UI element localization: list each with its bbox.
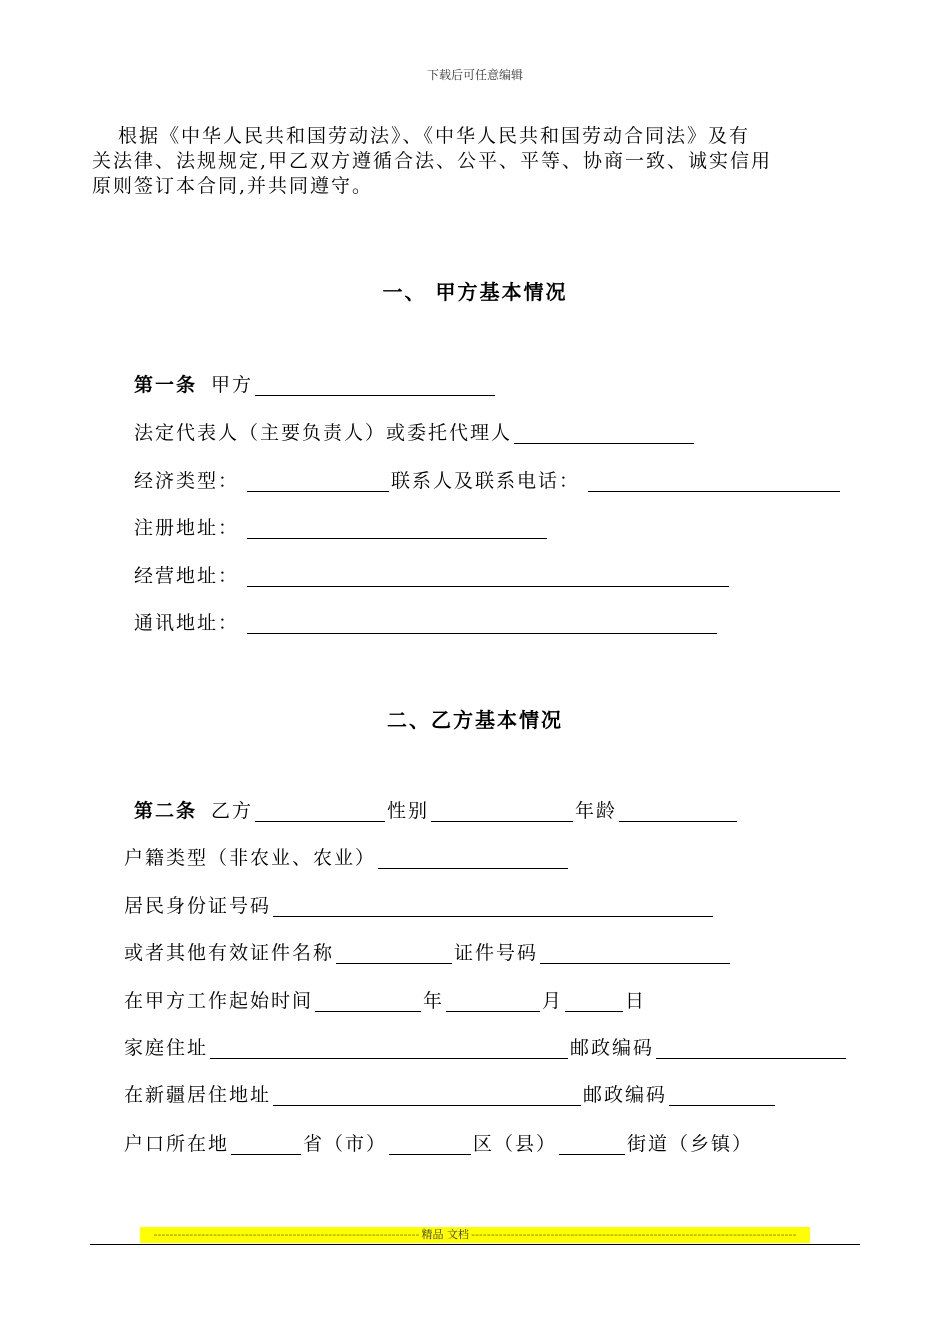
section-1-title: 一、 甲方基本情况 — [382, 280, 568, 304]
gender-label: 性别 — [387, 800, 430, 822]
age-field[interactable] — [619, 801, 737, 822]
page-header: 下载后可任意编辑 — [426, 68, 523, 82]
year-label: 年 — [423, 990, 445, 1012]
biz-addr-field[interactable] — [247, 566, 729, 587]
contact-field[interactable] — [588, 471, 840, 492]
other-id-label: 或者其他有效证件名称 — [124, 942, 335, 964]
id-number-field[interactable] — [273, 896, 713, 917]
mail-addr-label: 通讯地址： — [134, 612, 240, 634]
article-2-label: 第二条 — [134, 800, 198, 822]
row-biz-addr — [134, 563, 731, 589]
footer-rule — [90, 1244, 860, 1245]
start-year-field[interactable] — [315, 991, 421, 1012]
hukou-loc-label: 户口所在地 — [124, 1133, 230, 1155]
street-field[interactable] — [559, 1134, 625, 1155]
start-time-label: 在甲方工作起始时间 — [124, 990, 314, 1012]
id-number-label: 居民身份证号码 — [124, 895, 272, 917]
postcode2-field[interactable] — [669, 1085, 775, 1106]
section-2-title: 二、乙方基本情况 — [387, 708, 563, 732]
row-reg-addr — [134, 515, 549, 541]
reg-addr-field[interactable] — [247, 518, 547, 539]
legal-rep-field[interactable] — [514, 423, 694, 444]
legal-rep-label: 法定代表人（主要负责人）或委托代理人 — [134, 422, 513, 444]
biz-addr-label: 经营地址： — [134, 565, 240, 587]
start-day-field[interactable] — [565, 991, 623, 1012]
district-label: 区（县） — [473, 1133, 558, 1155]
district-field[interactable] — [389, 1134, 471, 1155]
postcode-field[interactable] — [656, 1038, 846, 1059]
party-b-label: 乙方 — [211, 800, 254, 822]
party-b-field[interactable] — [255, 801, 385, 822]
gender-field[interactable] — [431, 801, 573, 822]
row-party-b — [134, 798, 739, 824]
row-other-id — [124, 940, 732, 966]
home-addr-label: 家庭住址 — [124, 1037, 209, 1059]
econ-type-field[interactable] — [247, 471, 389, 492]
start-month-field[interactable] — [446, 991, 540, 1012]
other-id-field[interactable] — [336, 943, 452, 964]
intro-line-2: 关法律、法规规定,甲乙双方遵循合法、公平、平等、协商一致、诚实信用 — [92, 150, 773, 172]
row-mail-addr — [134, 610, 719, 636]
row-home-addr — [124, 1035, 848, 1061]
article-1-label: 第一条 — [134, 374, 198, 396]
row-party-a — [134, 372, 497, 398]
intro-line-3: 原则签订本合同,并共同遵守。 — [92, 175, 374, 197]
intro-line-1: 根据《中华人民共和国劳动法》、《中华人民共和国劳动合同法》及有 — [118, 125, 751, 147]
footer-banner — [140, 1227, 810, 1243]
party-a-label: 甲方 — [211, 374, 254, 396]
contact-label: 联系人及联系电话： — [391, 470, 581, 492]
footer-dashes-left: ------------------------------------------------------------------- — [153, 1228, 420, 1241]
row-xj-addr — [124, 1082, 777, 1108]
footer-dashes-right: ---------------------------------------------------------------------------------- — [470, 1228, 797, 1241]
reg-addr-label: 注册地址： — [134, 517, 240, 539]
province-label: 省（市） — [303, 1133, 388, 1155]
postcode-label: 邮政编码 — [570, 1037, 655, 1059]
xj-addr-label: 在新疆居住地址 — [124, 1084, 272, 1106]
xj-addr-field[interactable] — [273, 1085, 581, 1106]
mail-addr-field[interactable] — [247, 613, 717, 634]
home-addr-field[interactable] — [210, 1038, 568, 1059]
hukou-type-label: 户籍类型（非农业、农业） — [124, 847, 377, 869]
row-legal-rep — [134, 420, 696, 446]
row-start-time — [124, 988, 646, 1014]
econ-type-label: 经济类型： — [134, 470, 240, 492]
cert-no-label: 证件号码 — [454, 942, 539, 964]
row-econ-type — [134, 468, 842, 494]
province-field[interactable] — [231, 1134, 301, 1155]
month-label: 月 — [542, 990, 564, 1012]
cert-no-field[interactable] — [540, 943, 730, 964]
day-label: 日 — [625, 990, 647, 1012]
street-label: 街道（乡镇） — [627, 1133, 754, 1155]
footer-text: 精品 文档 — [421, 1228, 469, 1241]
postcode2-label: 邮政编码 — [583, 1084, 668, 1106]
party-a-field[interactable] — [255, 375, 495, 396]
row-hukou-loc — [124, 1131, 753, 1157]
row-hukou-type — [124, 845, 570, 871]
row-id-number — [124, 893, 715, 919]
age-label: 年龄 — [575, 800, 618, 822]
hukou-type-field[interactable] — [378, 848, 568, 869]
